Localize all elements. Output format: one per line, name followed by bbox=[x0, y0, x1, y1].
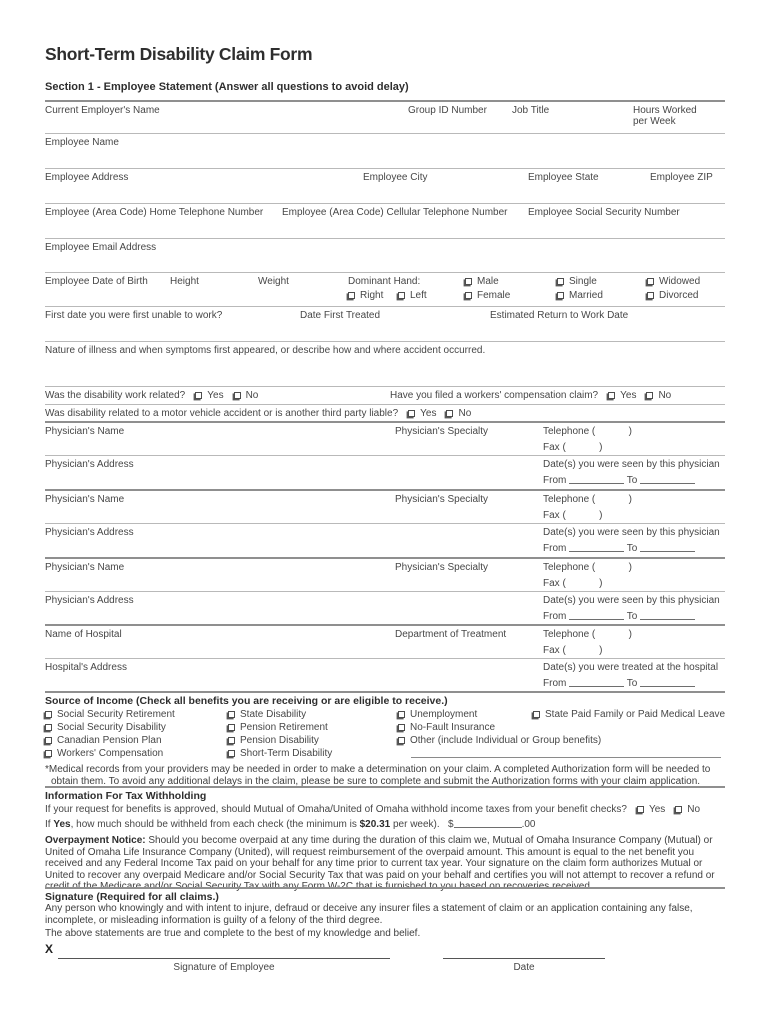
label-hours-worked: Hours Worked per Week bbox=[633, 105, 697, 127]
dates-seen-range bbox=[543, 475, 695, 486]
income-heading-rest: (Check all benefits you are receiving or are eligible to receive.) bbox=[133, 695, 448, 707]
row-employee-phones[interactable] bbox=[45, 203, 725, 238]
physician-1-name-row[interactable] bbox=[45, 421, 725, 455]
label-from: From bbox=[543, 475, 570, 486]
label-department: Department of Treatment bbox=[395, 629, 507, 640]
to-date-line[interactable] bbox=[640, 611, 695, 620]
label-physician-name: Physician's Name bbox=[45, 562, 125, 573]
label-physician-specialty: Physician's Specialty bbox=[395, 562, 489, 573]
signature-section bbox=[45, 887, 725, 987]
hospital-name-row[interactable] bbox=[45, 624, 725, 658]
physician-2-name-row[interactable] bbox=[45, 489, 725, 523]
checkbox-icon[interactable] bbox=[45, 724, 52, 731]
tax-question-2 bbox=[45, 819, 535, 830]
checkbox-tax-no[interactable] bbox=[665, 804, 700, 815]
label-dominant-hand: Dominant Hand: bbox=[348, 276, 421, 287]
checkbox-label: Male bbox=[477, 276, 499, 287]
checkbox-label: Social Security Disability bbox=[57, 722, 166, 733]
row-work-related bbox=[45, 386, 725, 404]
checkbox-label: Yes bbox=[207, 390, 224, 401]
label-dates-seen: Date(s) you were seen by this physician bbox=[543, 595, 720, 606]
checkbox-icon[interactable] bbox=[228, 750, 235, 757]
checkbox-icon[interactable] bbox=[234, 392, 241, 399]
label-dob: Employee Date of Birth bbox=[45, 276, 148, 287]
checkbox-label: Pension Retirement bbox=[240, 722, 328, 733]
checkbox-label: Right bbox=[360, 290, 384, 301]
checkbox-icon[interactable] bbox=[45, 750, 52, 757]
checkbox-short-term-disability[interactable] bbox=[228, 748, 332, 761]
checkbox-married[interactable] bbox=[557, 290, 603, 301]
checkbox-workers-comp-no[interactable] bbox=[636, 390, 671, 401]
page-title: Short-Term Disability Claim Form bbox=[45, 44, 313, 64]
row-employer bbox=[45, 100, 725, 133]
label-hospital-address: Hospital's Address bbox=[45, 662, 127, 673]
to-date-line[interactable] bbox=[640, 543, 695, 552]
checkbox-work-related-no[interactable] bbox=[224, 390, 259, 401]
dates-seen-range bbox=[543, 611, 695, 622]
to-date-line[interactable] bbox=[640, 475, 695, 484]
label-physician-specialty: Physician's Specialty bbox=[395, 494, 489, 505]
checkbox-label: Other (include Individual or Group benefits) bbox=[410, 735, 602, 746]
label-home-phone: Employee (Area Code) Home Telephone Number bbox=[45, 207, 264, 218]
row-employee-name[interactable] bbox=[45, 133, 725, 168]
tax-q2-text: , how much should be withheld from each check (the minimum is bbox=[70, 819, 360, 830]
label-nature: Nature of illness and when symptoms first appeared, or describe how and where accident occurred. bbox=[45, 345, 486, 356]
checkbox-no-fault-insurance[interactable] bbox=[398, 722, 721, 735]
label-dates-treated: Date(s) you were treated at the hospital bbox=[543, 662, 719, 673]
physician-2-address-row[interactable] bbox=[45, 523, 725, 557]
label-physician-fax: Fax ( ) bbox=[543, 578, 603, 589]
tax-q2-text: .00 bbox=[521, 819, 536, 830]
label-from: From bbox=[543, 543, 570, 554]
physician-3-address-row[interactable] bbox=[45, 591, 725, 624]
physician-1-address-row[interactable] bbox=[45, 455, 725, 489]
label-to: To bbox=[624, 543, 641, 554]
label-tax-q1: If your request for benefits is approved, should Mutual of Omaha/United of Omaha withhold income taxes from your benefit checks? bbox=[45, 804, 627, 815]
checkbox-label: Female bbox=[477, 290, 511, 301]
label-job-title: Job Title bbox=[512, 105, 550, 116]
section1-heading: Section 1 - Employee Statement (Answer all questions to avoid delay) bbox=[45, 81, 409, 93]
label-employee-city: Employee City bbox=[363, 172, 428, 183]
x-mark: X bbox=[45, 942, 54, 956]
label-employee-state: Employee State bbox=[528, 172, 599, 183]
checkbox-icon[interactable] bbox=[465, 292, 472, 299]
label-to: To bbox=[624, 475, 641, 486]
label-physician-specialty: Physician's Specialty bbox=[395, 426, 489, 437]
label-hospital-telephone: Telephone ( ) bbox=[543, 629, 632, 640]
checkbox-label: Social Security Retirement bbox=[57, 709, 175, 720]
checkbox-icon[interactable] bbox=[646, 392, 653, 399]
label-physician-telephone: Telephone ( ) bbox=[543, 494, 632, 505]
checkbox-left-hand[interactable] bbox=[398, 290, 427, 301]
checkbox-icon[interactable] bbox=[446, 410, 453, 417]
checkbox-label: No bbox=[458, 408, 472, 419]
label-to: To bbox=[624, 611, 641, 622]
label-group-id: Group ID Number bbox=[408, 105, 487, 116]
question-motor-vehicle bbox=[45, 408, 471, 419]
label-employee-zip: Employee ZIP bbox=[650, 172, 713, 183]
checkbox-other-benefits[interactable] bbox=[398, 735, 721, 748]
checkbox-icon[interactable] bbox=[398, 724, 405, 731]
checkbox-label: Canadian Pension Plan bbox=[57, 735, 162, 746]
label-physician-fax: Fax ( ) bbox=[543, 510, 603, 521]
question-work-related bbox=[45, 390, 258, 401]
income-heading bbox=[45, 695, 448, 707]
from-date-line[interactable] bbox=[569, 678, 624, 687]
checkbox-state-disability[interactable] bbox=[228, 709, 332, 722]
checkbox-icon[interactable] bbox=[408, 410, 415, 417]
dates-seen-range bbox=[543, 543, 695, 554]
checkbox-label: No bbox=[658, 390, 672, 401]
signature-heading: Signature (Required for all claims.) bbox=[45, 891, 219, 903]
tax-q2-text: per week). $ bbox=[390, 819, 454, 830]
checkbox-label: Married bbox=[569, 290, 603, 301]
label-est-return: Estimated Return to Work Date bbox=[490, 310, 629, 321]
checkbox-label: No bbox=[687, 804, 701, 815]
label-workers-comp: Have you filed a workers' compensation claim? bbox=[390, 390, 599, 401]
label-weight: Weight bbox=[258, 276, 289, 287]
tax-q2-amount-bold: $20.31 bbox=[359, 819, 391, 830]
label-physician-telephone: Telephone ( ) bbox=[543, 426, 632, 437]
label-hospital-fax: Fax ( ) bbox=[543, 645, 603, 656]
checkbox-label: Workers' Compensation bbox=[57, 748, 164, 759]
to-date-line[interactable] bbox=[640, 678, 695, 687]
checkbox-icon[interactable] bbox=[533, 711, 540, 718]
hospital-address-row[interactable] bbox=[45, 658, 725, 691]
label-to: To bbox=[624, 678, 641, 689]
checkbox-label: Single bbox=[569, 276, 597, 287]
row-nature-of-illness[interactable] bbox=[45, 341, 725, 386]
label-physician-address: Physician's Address bbox=[45, 595, 134, 606]
checkbox-motor-vehicle-yes[interactable] bbox=[398, 408, 436, 419]
checkbox-icon[interactable] bbox=[647, 292, 654, 299]
tax-withholding-section bbox=[45, 786, 725, 892]
label-motor-vehicle: Was disability related to a motor vehicle accident or is another third party liable? bbox=[45, 408, 399, 419]
medical-records-note: *Medical records from your providers may be needed in order to make a determination on your claim. A completed Authorization form will be needed to obtain them. To avoid any additional delays in the claim, please be sure to complete and submit the Authorization forms with your claim application. bbox=[45, 764, 711, 787]
question-workers-comp bbox=[390, 390, 671, 401]
date-line[interactable] bbox=[443, 947, 605, 959]
checkbox-label: Divorced bbox=[659, 290, 699, 301]
income-heading-bold: Source of Income bbox=[45, 695, 134, 707]
row-dob-demographics bbox=[45, 272, 725, 306]
checkbox-widowed[interactable] bbox=[647, 276, 700, 287]
label-dates-seen: Date(s) you were seen by this physician bbox=[543, 459, 720, 470]
row-motor-vehicle bbox=[45, 404, 725, 421]
checkbox-state-paid-family-leave[interactable] bbox=[533, 709, 725, 722]
label-employee-address: Employee Address bbox=[45, 172, 129, 183]
label-hospital-name: Name of Hospital bbox=[45, 629, 122, 640]
checkbox-label: Left bbox=[410, 290, 427, 301]
checkbox-canadian-pension-plan[interactable] bbox=[45, 735, 175, 748]
withholding-amount-line[interactable] bbox=[454, 819, 522, 828]
checkbox-icon[interactable] bbox=[228, 711, 235, 718]
label-cell-phone: Employee (Area Code) Cellular Telephone Number bbox=[282, 207, 508, 218]
overpayment-notice-bold: Overpayment Notice: bbox=[45, 835, 146, 846]
checkbox-label: No bbox=[245, 390, 259, 401]
form-body bbox=[45, 100, 725, 987]
checkbox-icon[interactable] bbox=[557, 292, 564, 299]
checkbox-female[interactable] bbox=[465, 290, 510, 301]
attestation-statement: The above statements are true and complete to the best of my knowledge and belief. bbox=[45, 928, 421, 939]
checkbox-icon[interactable] bbox=[228, 737, 235, 744]
tax-q2-yes-bold: Yes bbox=[53, 819, 71, 830]
from-date-line[interactable] bbox=[569, 611, 624, 620]
checkbox-divorced[interactable] bbox=[647, 290, 698, 301]
checkbox-label: State Disability bbox=[240, 709, 307, 720]
checkbox-label: Yes bbox=[648, 804, 666, 815]
checkbox-icon[interactable] bbox=[348, 292, 355, 299]
checkbox-pension-disability[interactable] bbox=[228, 735, 332, 748]
checkbox-right-hand[interactable] bbox=[348, 290, 383, 301]
label-current-employer: Current Employer's Name bbox=[45, 105, 160, 116]
checkbox-icon[interactable] bbox=[398, 711, 405, 718]
label-employee-email: Employee Email Address bbox=[45, 242, 157, 253]
checkbox-icon[interactable] bbox=[195, 392, 202, 399]
checkbox-icon[interactable] bbox=[608, 392, 615, 399]
signature-of-employee-label: Signature of Employee bbox=[173, 962, 275, 973]
checkbox-icon[interactable] bbox=[45, 711, 52, 718]
checkbox-label: Yes bbox=[620, 390, 637, 401]
checkbox-icon[interactable] bbox=[228, 724, 235, 731]
checkbox-label: Yes bbox=[420, 408, 437, 419]
dates-treated-range bbox=[543, 678, 695, 689]
checkbox-icon[interactable] bbox=[675, 806, 682, 813]
fraud-statement: Any person who knowingly and with intent to injure, defraud or deceive any insurer files a statement of claim or an application containing any false, incomplete, or misleading information is guilty of a felony of the third degree. bbox=[45, 903, 693, 926]
checkbox-work-related-yes[interactable] bbox=[185, 390, 223, 401]
label-work-related: Was the disability work related? bbox=[45, 390, 186, 401]
checkbox-icon[interactable] bbox=[45, 737, 52, 744]
checkbox-icon[interactable] bbox=[557, 278, 564, 285]
row-employee-email[interactable] bbox=[45, 238, 725, 272]
checkbox-pension-retirement[interactable] bbox=[228, 722, 332, 735]
label-date-first-treated: Date First Treated bbox=[300, 310, 381, 321]
checkbox-single[interactable] bbox=[557, 276, 597, 287]
overpayment-notice bbox=[45, 835, 725, 893]
checkbox-icon[interactable] bbox=[465, 278, 472, 285]
source-of-income-section bbox=[45, 691, 725, 786]
label-height: Height bbox=[170, 276, 199, 287]
checkbox-social-security-disability[interactable] bbox=[45, 722, 175, 735]
checkbox-tax-yes[interactable] bbox=[627, 804, 665, 815]
income-col-2 bbox=[228, 709, 332, 761]
checkbox-icon[interactable] bbox=[398, 737, 405, 744]
row-employee-address[interactable] bbox=[45, 168, 725, 203]
checkbox-label: Short-Term Disability bbox=[240, 748, 333, 759]
physician-3-name-row[interactable] bbox=[45, 557, 725, 591]
from-date-line[interactable] bbox=[569, 475, 624, 484]
checkbox-social-security-retirement[interactable] bbox=[45, 709, 175, 722]
checkbox-icon[interactable] bbox=[637, 806, 644, 813]
label-first-unable: First date you were first unable to work? bbox=[45, 310, 223, 321]
checkbox-label: Widowed bbox=[659, 276, 701, 287]
label-dates-seen: Date(s) you were seen by this physician bbox=[543, 527, 720, 538]
label-from: From bbox=[543, 678, 570, 689]
tax-heading: Information For Tax Withholding bbox=[45, 790, 207, 802]
checkbox-motor-vehicle-no[interactable] bbox=[436, 408, 471, 419]
employee-signature-line[interactable] bbox=[58, 947, 390, 959]
label-ssn: Employee Social Security Number bbox=[528, 207, 680, 218]
checkbox-label: Pension Disability bbox=[240, 735, 319, 746]
checkbox-label: State Paid Family or Paid Medical Leave bbox=[545, 709, 726, 720]
other-benefits-fill-line[interactable] bbox=[411, 748, 721, 758]
tax-question-1 bbox=[45, 804, 700, 815]
label-employee-name: Employee Name bbox=[45, 137, 119, 148]
checkbox-icon[interactable] bbox=[647, 278, 654, 285]
row-disability-dates[interactable] bbox=[45, 306, 725, 341]
label-from: From bbox=[543, 611, 570, 622]
label-physician-telephone: Telephone ( ) bbox=[543, 562, 632, 573]
label-physician-fax: Fax ( ) bbox=[543, 442, 603, 453]
income-col-1 bbox=[45, 709, 175, 761]
date-label: Date bbox=[513, 962, 535, 973]
overpayment-notice-text: Should you become overpaid at any time during the duration of this claim we, Mutual of Omaha Insurance Company (Mutual) or United of Omaha Life Insurance Company (United), will request reimbursement of the overpaid amount. This amount is equal to the net benefit you received and any Federal Income Tax paid on your behalf for any time prior to current tax year. Your signature on the claim form authorizes Mutual or United to recover any overpaid Medicare and/or Social Security Tax that was paid on your behalf and certifies you will not attempt to recover a refund or credit of the Medicare and/or Social Security Tax with any Form W-2C that is furnished to you based on recoveries received. bbox=[45, 835, 715, 892]
label-physician-name: Physician's Name bbox=[45, 494, 125, 505]
tax-q2-text: If bbox=[45, 819, 54, 830]
label-physician-address: Physician's Address bbox=[45, 527, 134, 538]
checkbox-label: Unemployment bbox=[410, 709, 478, 720]
income-col-4 bbox=[533, 709, 725, 722]
label-physician-name: Physician's Name bbox=[45, 426, 125, 437]
checkbox-workers-comp-yes[interactable] bbox=[598, 390, 636, 401]
from-date-line[interactable] bbox=[569, 543, 624, 552]
label-physician-address: Physician's Address bbox=[45, 459, 134, 470]
checkbox-male[interactable] bbox=[465, 276, 499, 287]
checkbox-icon[interactable] bbox=[398, 292, 405, 299]
checkbox-label: No-Fault Insurance bbox=[410, 722, 496, 733]
checkbox-workers-compensation[interactable] bbox=[45, 748, 175, 761]
